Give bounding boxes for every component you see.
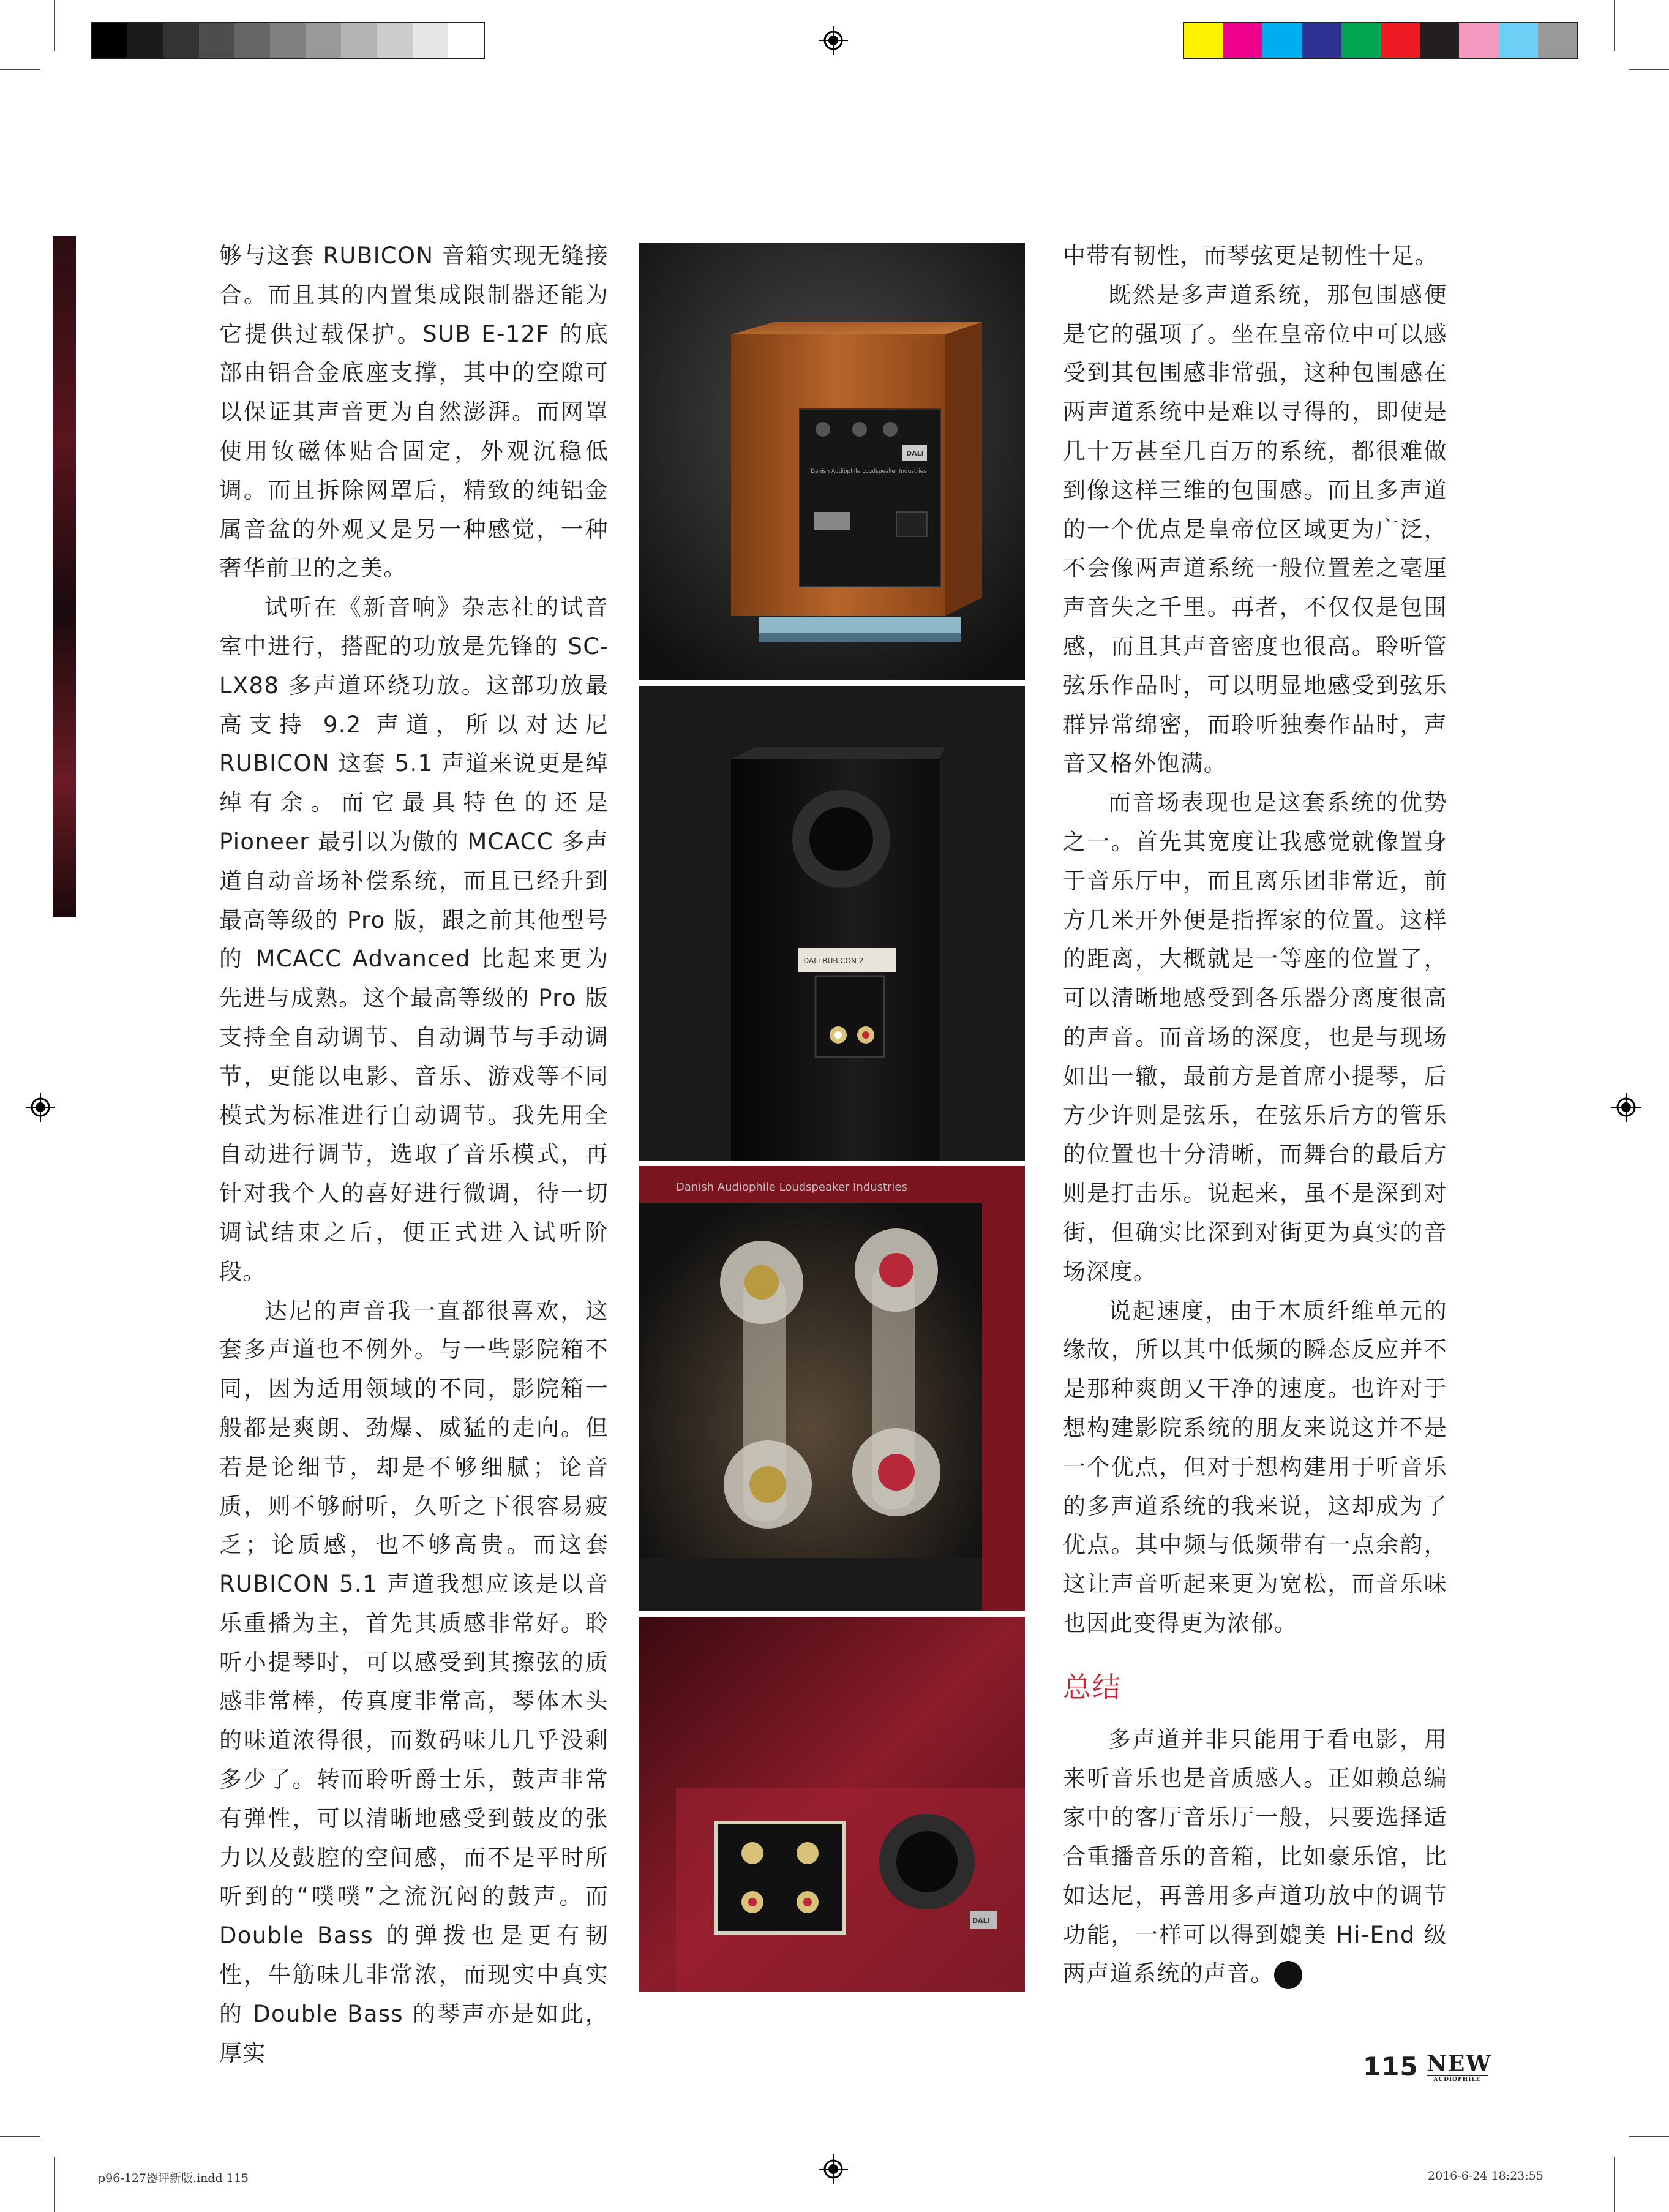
terminal-label: DALI RUBICON 2 (803, 957, 864, 965)
color-swatch (1341, 23, 1381, 58)
paragraph: 中带有韧性，而琴弦更是韧性十足。 (1063, 243, 1438, 269)
right-text-column (1063, 236, 1447, 1993)
registration-mark-icon (819, 26, 848, 55)
satellite-speaker-photo (639, 686, 1025, 1161)
color-swatch (448, 23, 484, 58)
slug-timestamp: 2016-6-24 18:23:55 (1428, 2169, 1543, 2183)
summary-text: 多声道并非只能用于看电影，用来听音乐也是音质感人。正如赖总编家中的客厅音乐厅一般，只要选择适合重播音乐的音箱，比如豪乐馆，比如达尼，再善用多声道功放中的调节功能，一样可以得到媲美 Hi-End 级两声道系统的声音。 (1063, 1726, 1447, 1987)
color-swatch (270, 23, 306, 58)
color-swatch (413, 23, 448, 58)
color-swatch (1381, 23, 1420, 58)
crop-mark (0, 2136, 40, 2137)
color-bar (1183, 22, 1578, 59)
color-swatch (234, 23, 270, 58)
paragraph: 既然是多声道系统，那包围感便是它的强项了。坐在皇帝位中可以感受到其包围感非常强，这种包围感在两声道系统中是难以寻得的，即使是几十万甚至几百万的系统，都很难做到像这样三维的包围感。而且多声道的一个优点是皇帝位区域更为广泛，不会像两声道系统一般位置差之毫厘声音失之千里。再者，不仅仅是包围感，而且其声音密度也很高。聆听管弦乐作品时，可以明显地感受到弦乐群异常绵密，而聆听独奏作品时，声音又格外饱满。 (1063, 281, 1447, 777)
subwoofer-photo (639, 243, 1025, 680)
color-swatch (1262, 23, 1302, 58)
closeup-text: Danish Audiophile Loudspeaker Industries (676, 1181, 907, 1194)
paragraph: 说起速度，由于木质纤维单元的缘故，所以其中低频的瞬态反应并不是那种爽朗又干净的速度。也许对于想构建影院系统的朋友来说这并不是一个优点，但对于想构建用于听音乐的多声道系统的我来说，这却成为了优点。其中频与低频带有一点余韵，这让声音听起来更为宽松，而音乐味也因此变得更为浓郁。 (1063, 1297, 1447, 1636)
paragraph: 试听在《新音响》杂志社的试音室中进行，搭配的功放是先锋的 SC-LX88 多声道环绕功放。这部功放最高支持 9.2 声道，所以对达尼 RUBICON 这套 5.1 声道来说更是绰绰有余。而它最具特色的还是 Pioneer 最引以为傲的 MCACC 多声道自动音场补偿系统，而且已经升到最高等级的 Pro 版，跟之前其他型号的 MCACC Advanced 比起来更为先进与成熟。这个最高等级的 Pro 版支持全自动调节、自动调节与手动调节，更能以电影、音乐、游戏等不同模式为标准进行自动调节。我先用全自动进行调节，选取了音乐模式，再针对我个人的喜好进行微调，待一切调试结束之后，便正式进入试听阶段。 (219, 594, 609, 1285)
crop-mark (1614, 0, 1615, 51)
color-swatch (377, 23, 412, 58)
color-swatch (163, 23, 198, 58)
color-swatch (306, 23, 341, 58)
end-mark-icon: N (1274, 1961, 1302, 1989)
center-badge: DALI (972, 1917, 990, 1925)
left-text-column (219, 236, 609, 2072)
page-edge-photo (53, 236, 76, 917)
center-speaker-photo (639, 1617, 1025, 1992)
sub-panel-text: Danish Audiophile Loudspeaker Industries (811, 468, 926, 475)
logo-subtitle: AUDIOPHILE (1433, 2077, 1481, 2083)
registration-mark-icon (819, 2154, 848, 2184)
grayscale-bar (91, 22, 485, 59)
color-swatch (1184, 23, 1223, 58)
sub-badge: DALI (906, 450, 924, 457)
color-swatch (1499, 23, 1538, 58)
registration-mark-icon (1611, 1093, 1641, 1122)
color-swatch (92, 23, 127, 58)
slug-file-info: p96-127器评新版.indd 115 (98, 2172, 249, 2185)
page-number: 115 (1363, 2052, 1419, 2082)
color-swatch (127, 23, 163, 58)
section-heading: 总结 (1063, 1670, 1122, 1704)
color-swatch (341, 23, 377, 58)
crop-mark (0, 69, 40, 70)
color-swatch (1420, 23, 1459, 58)
crop-mark (54, 2157, 55, 2212)
crop-mark (1629, 2136, 1669, 2137)
crop-mark (54, 0, 55, 51)
summary-paragraph (1063, 1720, 1447, 1994)
registration-mark-icon (26, 1093, 55, 1122)
color-swatch (1223, 23, 1262, 58)
paragraph: 够与这套 RUBICON 音箱实现无缝接合。而且其的内置集成限制器还能为它提供过载保护。SUB E-12F 的底部由铝合金底座支撑，其中的空隙可以保证其声音更为自然澎湃。而网罩使用钕磁体贴合固定，外观沉稳低调。而且拆除网罩后，精致的纯铝金属音盆的外观又是另一种感觉，一种奢华前卫的之美。 (219, 243, 609, 582)
crop-mark (1629, 69, 1669, 70)
binding-posts-closeup-photo (639, 1166, 1025, 1611)
paragraph: 达尼的声音我一直都很喜欢，这套多声道也不例外。与一些影院箱不同，因为适用领域的不同，影院箱一般都是爽朗、劲爆、威猛的走向。但若是论细节，却是不够细腻；论音质，则不够耐听，久听之下很容易疲乏；论质感，也不够高贵。而这套 RUBICON 5.1 声道我想应该是以音乐重播为主，首先其质感非常好。聆听小提琴时，可以感受到其擦弦的质感非常棒，传真度非常高，琴体木头的味道浓得很，而数码味儿几乎没剩多少了。转而聆听爵士乐，鼓声非常有弹性，可以清晰地感受到鼓皮的张力以及鼓腔的空间感，而不是平时所听到的“噗噗”之流沉闷的鼓声。而 Double Bass 的弹拨也是更有韧性，牛筋味儿非常浓，而现实中真实的 Double Bass 的琴声亦是如此，厚实 (219, 1297, 609, 2066)
color-swatch (1459, 23, 1498, 58)
magazine-logo (1427, 2051, 1492, 2083)
paragraph: 而音场表现也是这套系统的优势之一。首先其宽度让我感觉就像置身于音乐厅中，而且离乐团非常近，前方几米开外便是指挥家的位置。这样的距离，大概就是一等座的位置了，可以清晰地感受到各乐器分离度很高的声音。而音场的深度，也是与现场如出一辙，最前方是首席小提琴，后方少许则是弦乐，在弦乐后方的管乐的位置也十分清晰，而舞台的最后方则是打击乐。说起来，虽不是深到对街，但确实比深到对街更为真实的音场深度。 (1063, 789, 1447, 1285)
color-swatch (1538, 23, 1577, 58)
color-swatch (199, 23, 234, 58)
crop-mark (1614, 2157, 1615, 2212)
color-swatch (1302, 23, 1341, 58)
logo-wordmark: NEW (1427, 2051, 1492, 2077)
